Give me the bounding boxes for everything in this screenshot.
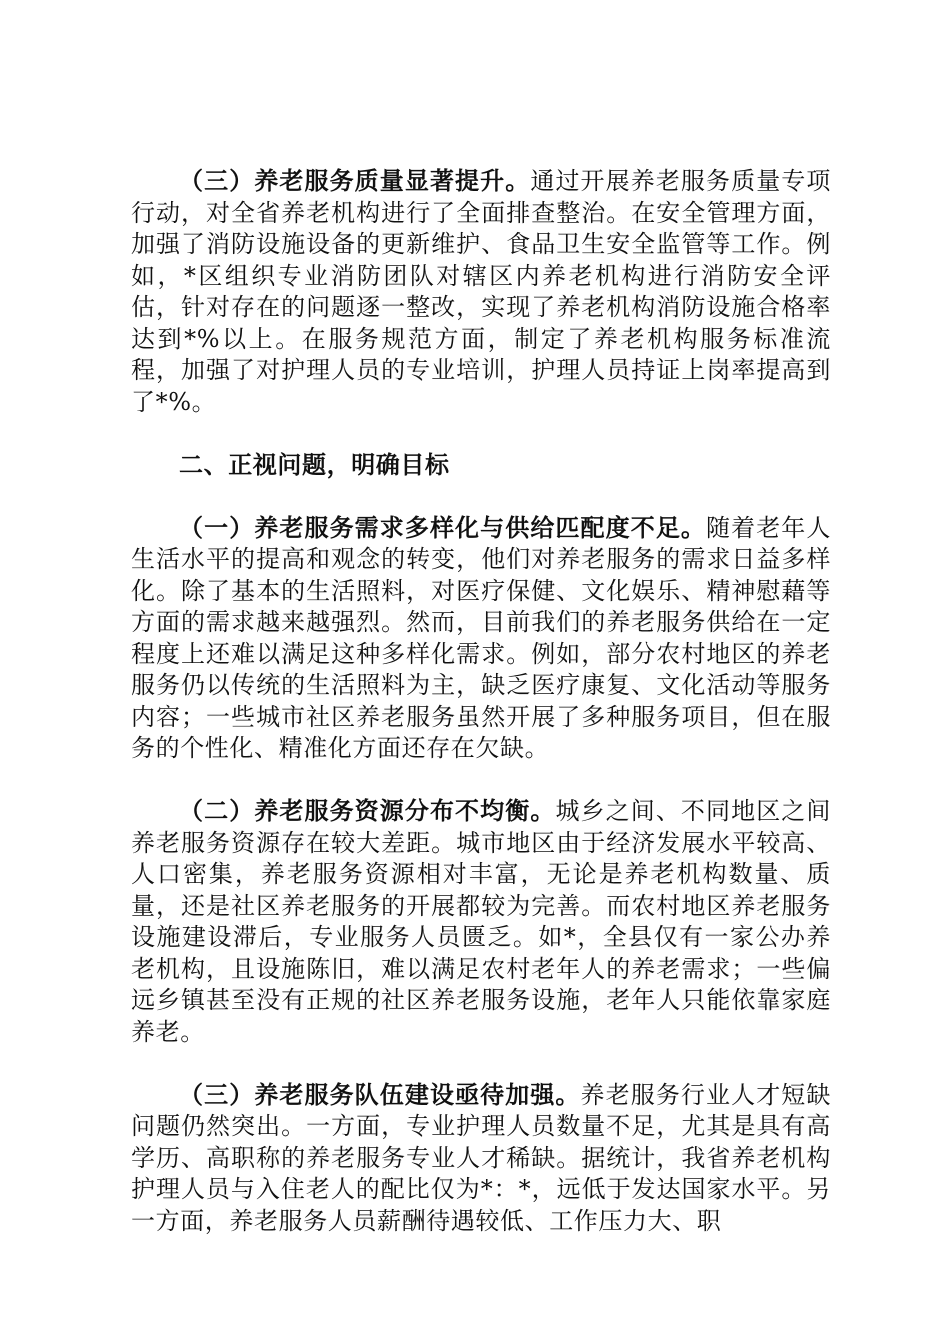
- paragraph-lead: （一）养老服务需求多样化与供给匹配度不足。: [179, 513, 707, 542]
- spacer: [131, 765, 831, 797]
- spacer: [131, 418, 831, 450]
- paragraph-lead: （三）养老服务队伍建设亟待加强。: [179, 1080, 581, 1109]
- document-body: [131, 166, 831, 1237]
- paragraph-resource-distribution: [131, 796, 831, 1048]
- paragraph-lead: （二）养老服务资源分布不均衡。: [179, 797, 556, 825]
- spacer: [131, 481, 831, 513]
- spacer: [131, 1048, 831, 1080]
- paragraph-workforce: [131, 1080, 831, 1238]
- paragraph-text: 随着老年人生活水平的提高和观念的转变，他们对养老服务的需求日益多样化。除了基本的生活照料，对医疗保健、文化娱乐、精神慰藉等方面的需求越来越强烈。然而，目前我们的养老服务供给在一定程度上还难以满足这种多样化需求。例如，部分农村地区的养老服务仍以传统的生活照料为主，缺乏医疗康复、文化活动等服务内容；一些城市社区养老服务虽然开展了多种服务项目，但在服务的个性化、精准化方面还存在欠缺。: [131, 513, 831, 762]
- paragraph-service-quality: [131, 166, 831, 418]
- section-heading: 二、正视问题，明确目标: [179, 450, 450, 479]
- paragraph-text: 养老服务行业人才短缺问题仍然突出。一方面，专业护理人员数量不足，尤其是具有高学历、高职称的养老服务专业人才稀缺。据统计，我省养老机构护理人员与入住老人的配比仅为*：*，远低于发达国家水平。另一方面，养老服务人员薪酬待遇较低、工作压力大、职: [131, 1080, 831, 1235]
- paragraph-text: 通过开展养老服务质量专项行动，对全省养老机构进行了全面排查整治。在安全管理方面，加强了消防设施设备的更新维护、食品卫生安全监管等工作。例如，*区组织专业消防团队对辖区内养老机构进行消防安全评估，针对存在的问题逐一整改，实现了养老机构消防设施合格率达到*%以上。在服务规范方面，制定了养老机构服务标准流程，加强了对护理人员的专业培训，护理人员持证上岗率提高到了*%。: [131, 167, 831, 416]
- paragraph-lead: （三）养老服务质量显著提升。: [179, 167, 531, 195]
- paragraph-demand-supply: [131, 513, 831, 765]
- paragraph-text: 城乡之间、不同地区之间养老服务资源存在较大差距。城市地区由于经济发展水平较高、人口密集，养老服务资源相对丰富，无论是养老机构数量、质量，还是社区养老服务的开展都较为完善。而农村地区养老服务设施建设滞后，专业服务人员匮乏。如*，全县仅有一家公办养老机构，且设施陈旧，难以满足农村老年人的养老需求；一些偏远乡镇甚至没有正规的社区养老服务设施，老年人只能依靠家庭养老。: [131, 797, 831, 1046]
